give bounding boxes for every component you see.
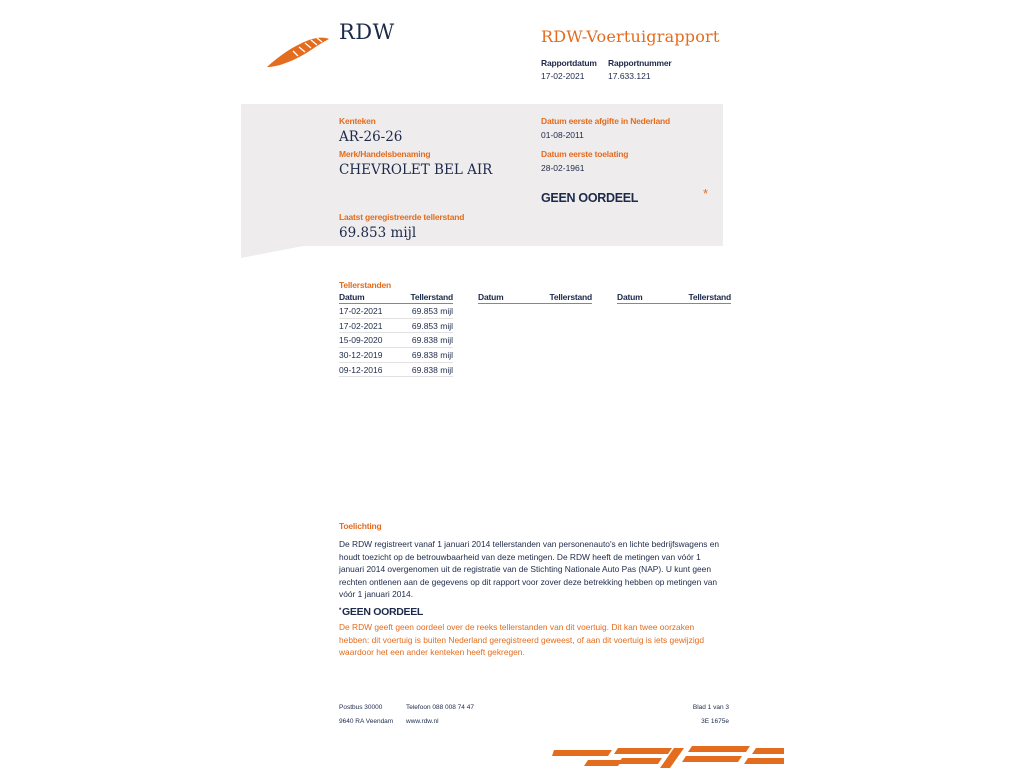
row-date: 17-02-2021: [339, 305, 383, 316]
footer-city: 9640 RA Veendam: [339, 718, 394, 725]
make-field: [339, 149, 492, 178]
first-admission-field: [541, 149, 628, 173]
footer-web-link[interactable]: www.rdw.nl: [406, 718, 439, 725]
report-date-block: [541, 58, 597, 81]
row-reading: 69.838 mijl: [411, 364, 453, 375]
verdict-value: GEEN OORDEEL: [541, 191, 639, 205]
table-header: [478, 292, 592, 304]
first-nl-field: [541, 116, 670, 140]
row-reading: 69.853 mijl: [411, 320, 453, 331]
table-row: [339, 363, 453, 378]
readings-table-1: [339, 292, 453, 377]
report-number-value: 17.633.121: [608, 71, 651, 81]
make-value: CHEVROLET BEL AIR: [339, 162, 493, 178]
plate-field: [339, 116, 402, 145]
readings-table-3: [617, 292, 731, 304]
brand-name: RDW: [339, 20, 395, 44]
first-nl-label: Datum eerste afgifte in Nederland: [541, 116, 670, 126]
report-title: RDW-Voertuigrapport: [541, 27, 720, 46]
col-reading-header: Tellerstand: [688, 292, 731, 302]
row-reading: 69.853 mijl: [411, 305, 453, 316]
footer-code: 3E 1675e: [701, 718, 729, 725]
report-date-label: Rapportdatum: [541, 58, 597, 68]
verdict-mark: *: [339, 608, 342, 614]
first-admission-value: 28-02-1961: [541, 163, 585, 173]
panel-notch: [241, 246, 303, 258]
odometer-label: Laatst geregistreerde tellerstand: [339, 212, 465, 222]
table-row: [339, 348, 453, 363]
col-date-header: Datum: [617, 292, 643, 302]
make-label: Merk/Handelsbenaming: [339, 149, 431, 159]
col-reading-header: Tellerstand: [549, 292, 592, 302]
readings-title: Tellerstanden: [339, 280, 392, 290]
table-header: [617, 292, 731, 304]
row-date: 17-02-2021: [339, 320, 383, 331]
verdict-asterisk: *: [703, 186, 709, 201]
table-row: [339, 304, 453, 319]
row-date: 09-12-2016: [339, 364, 383, 375]
report-date-value: 17-02-2021: [541, 71, 585, 81]
footer-postbus: Postbus 30000: [339, 704, 383, 711]
explanation-verdict-text: De RDW geeft geen oordeel over de reeks tellerstanden van dit voertuig. Dit kan twee oorzaken hebben: dit voertuig is buiten Nederland geregistreerd geweest, of aan dit voertuig is iets gewijzigd waardoor het een ander kenteken heeft gekregen.: [339, 622, 704, 657]
plate-value: AR-26-26: [339, 129, 403, 145]
footer-phone: Telefoon 088 008 74 47: [406, 704, 474, 711]
table-row: [339, 319, 453, 334]
explanation-text: De RDW registreert vanaf 1 januari 2014 tellerstanden van personenauto's en lichte bedrijfswagens en houdt toezicht op de betrouwbaarheid van deze metingen. De RDW heeft de metingen van vóór 1 januari 2014 overgenomen uit de registratie van de Stichting Nationale Auto Pas (NAP). U kunt geen rechten ontlenen aan de gegevens op dit rapport voor zover deze betrekking hebben op metingen van vóór 1 januari 2014.: [339, 539, 720, 599]
row-date: 30-12-2019: [339, 349, 383, 360]
explanation-verdict-title: [339, 606, 423, 618]
rdw-stripes-decoration-icon: [552, 744, 784, 768]
report-number-label: Rapportnummer: [608, 58, 672, 68]
first-admission-label: Datum eerste toelating: [541, 149, 629, 159]
table-header: [339, 292, 453, 304]
readings-table-2: [478, 292, 592, 304]
row-reading: 69.838 mijl: [411, 349, 453, 360]
explanation-title: Toelichting: [339, 521, 382, 531]
odometer-field: [339, 212, 464, 241]
footer-page: Blad 1 van 3: [692, 704, 729, 711]
first-nl-value: 01-08-2011: [541, 130, 584, 140]
report-number-block: [608, 58, 672, 81]
verdict-title-text: GEEN OORDEEL: [342, 606, 424, 618]
row-reading: 69.838 mijl: [411, 335, 453, 346]
row-date: 15-09-2020: [339, 335, 383, 346]
table-row: [339, 333, 453, 348]
rdw-feather-logo-icon: [265, 34, 331, 70]
plate-label: Kenteken: [339, 116, 376, 126]
col-date-header: Datum: [339, 292, 365, 302]
col-reading-header: Tellerstand: [410, 292, 453, 302]
col-date-header: Datum: [478, 292, 504, 302]
odometer-value: 69.853 mijl: [339, 225, 417, 241]
